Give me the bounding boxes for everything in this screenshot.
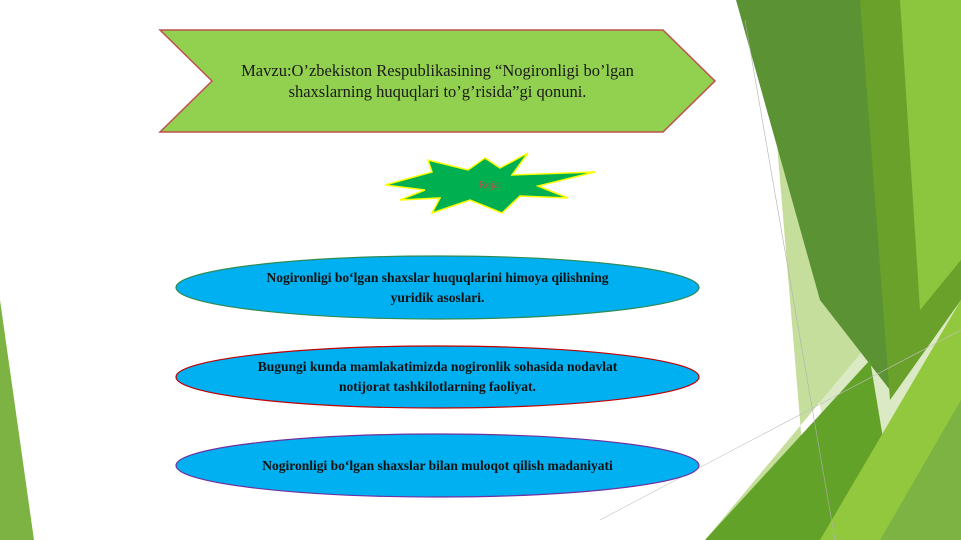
plan-item-3: Nogironligi bo‘lgan shaxslar bilan muloqot qilish madaniyati	[262, 457, 613, 473]
slide-title: Mavzu:O’zbekiston Respublikasining “Nogironligi bo’lgan shaxslarning huquqlari to’g’risida”gi qonuni.	[241, 61, 634, 101]
plan-item-1: Nogironligi bo‘lgan shaxslar huquqlarini himoya qilishning yuridik asoslari.	[266, 269, 609, 305]
plan-item-2: Bugungi kunda mamlakatimizda nogironlik sohasida nodavlat notijorat tashkilotlarning faoliyat.	[257, 359, 618, 394]
reja-label: Reja:	[478, 178, 502, 191]
